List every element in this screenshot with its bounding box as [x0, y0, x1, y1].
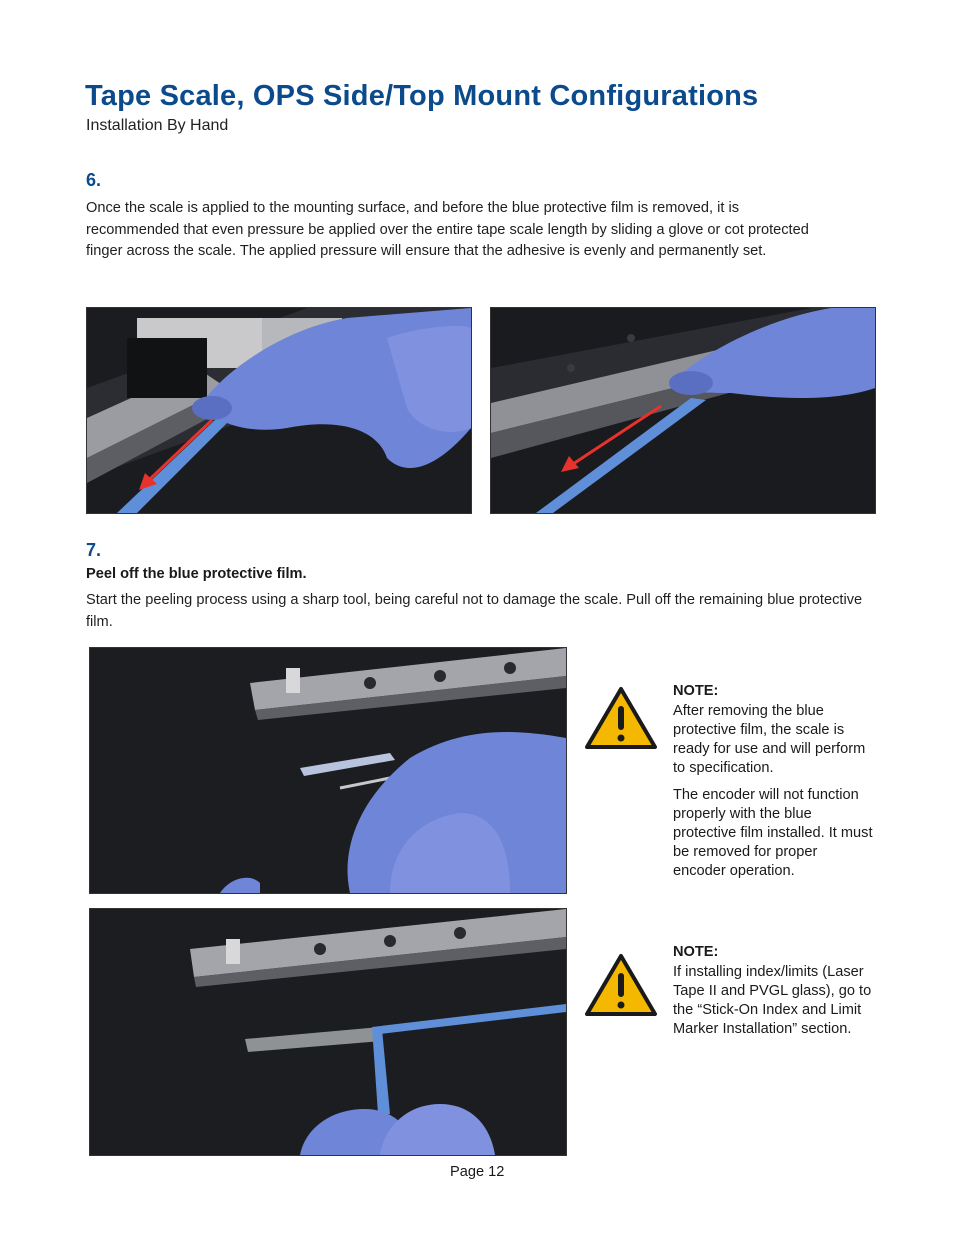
note-1-paragraph-2: The encoder will not function properly with the blue protective film installed. It must be removed for proper encoder operation. — [673, 787, 873, 879]
pulling-off-film-photo — [89, 908, 567, 1156]
note-1-paragraph-1: After removing the blue protective film, the scale is ready for use and will perform to specification. — [673, 703, 866, 776]
peeling-film-with-tool-photo — [89, 647, 567, 894]
warning-triangle-icon — [584, 686, 658, 750]
gloved-finger-pressing-scale-photo — [86, 307, 472, 514]
step-7-number: 7. — [86, 540, 102, 560]
page-number: Page 12 — [450, 1164, 505, 1180]
note-2-title: NOTE: — [673, 944, 719, 960]
page-title: Tape Scale, OPS Side/Top Mount Configurations — [85, 80, 759, 112]
note-2-body — [673, 963, 873, 1047]
page-subtitle: Installation By Hand — [86, 117, 229, 134]
step-7-text: Start the peeling process using a sharp tool, being careful not to damage the scale. Pull off the remaining blue protective film. — [86, 592, 863, 630]
warning-triangle-icon — [584, 953, 658, 1017]
note-1-body — [673, 702, 873, 889]
step-6-number: 6. — [86, 170, 102, 190]
finger-sliding-along-scale-photo — [490, 307, 876, 514]
step-7-heading: Peel off the blue protective film. — [86, 566, 307, 582]
step-6-text: Once the scale is applied to the mounting surface, and before the blue protective film is removed, it is recommended that even pressure be applied over the entire tape scale length by sliding a glove or cot protected finger across the scale. The applied pressure will ensure that the adhesive is evenly and permanently set. — [86, 200, 809, 259]
note-2-paragraph-1: If installing index/limits (Laser Tape II and PVGL glass), go to the “Stick-On Index and Limit Marker Installation” section. — [673, 964, 872, 1037]
note-1-title: NOTE: — [673, 683, 719, 699]
